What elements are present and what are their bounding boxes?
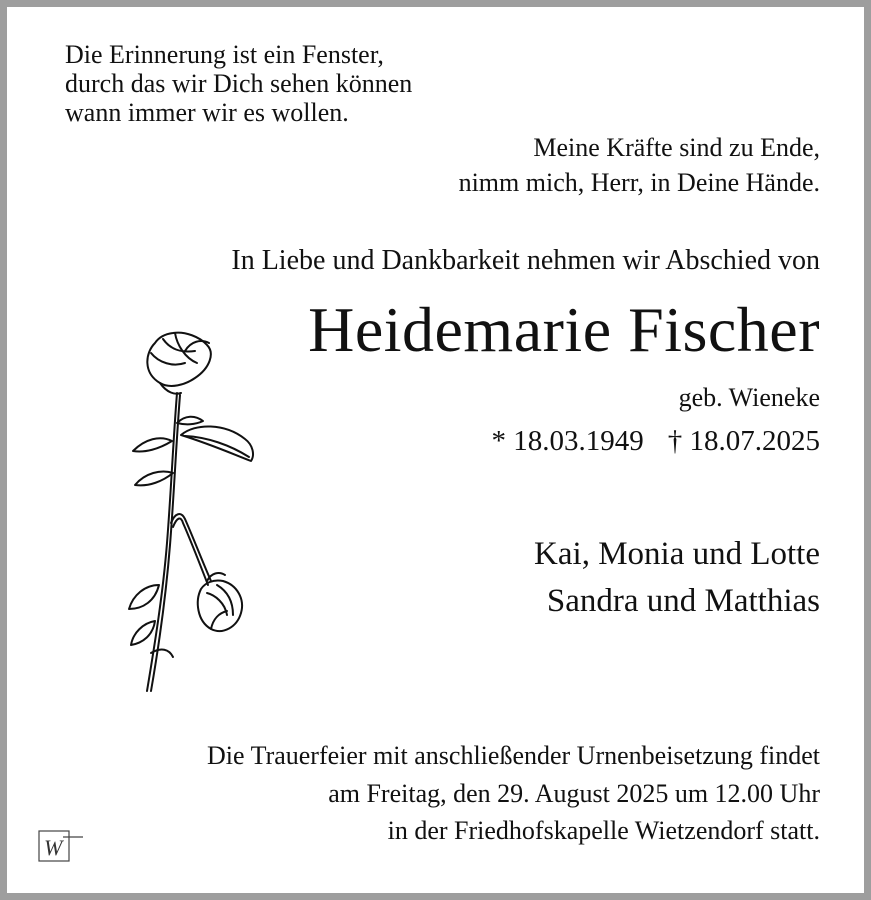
rose-illustration — [115, 323, 260, 698]
life-dates — [492, 427, 821, 456]
verse-left-line-2: durch das wir Dich sehen können — [65, 69, 413, 98]
farewell-intro: In Liebe und Dankbarkeit nehmen wir Abschied von — [231, 245, 820, 276]
verse-right-line-1: Meine Kräfte sind zu Ende, — [533, 133, 820, 162]
mourner-line-1: Kai, Monia und Lotte — [534, 536, 820, 572]
birth-name: geb. Wieneke — [678, 383, 820, 412]
service-line-3: in der Friedhofskapelle Wietzendorf statt. — [387, 816, 820, 845]
rose-leaf — [181, 426, 253, 461]
service-line-1: Die Trauerfeier mit anschließender Urnenbeisetzung findet — [207, 741, 820, 770]
verse-left-line-1: Die Erinnerung ist ein Fenster, — [65, 40, 384, 69]
rose-branch — [171, 514, 211, 581]
service-line-2: am Freitag, den 29. August 2025 um 12.00 Uhr — [328, 779, 820, 808]
publisher-logo — [37, 829, 85, 867]
deceased-name: Heidemarie Fischer — [308, 294, 820, 365]
svg-text:W: W — [44, 835, 63, 860]
mourner-line-2: Sandra und Matthias — [546, 583, 820, 619]
death-date: † 18.07.2025 — [667, 425, 820, 457]
verse-right-line-2: nimm mich, Herr, in Deine Hände. — [458, 168, 820, 197]
birth-date: * 18.03.1949 — [491, 425, 644, 457]
verse-left-line-3: wann immer wir es wollen. — [65, 98, 349, 127]
